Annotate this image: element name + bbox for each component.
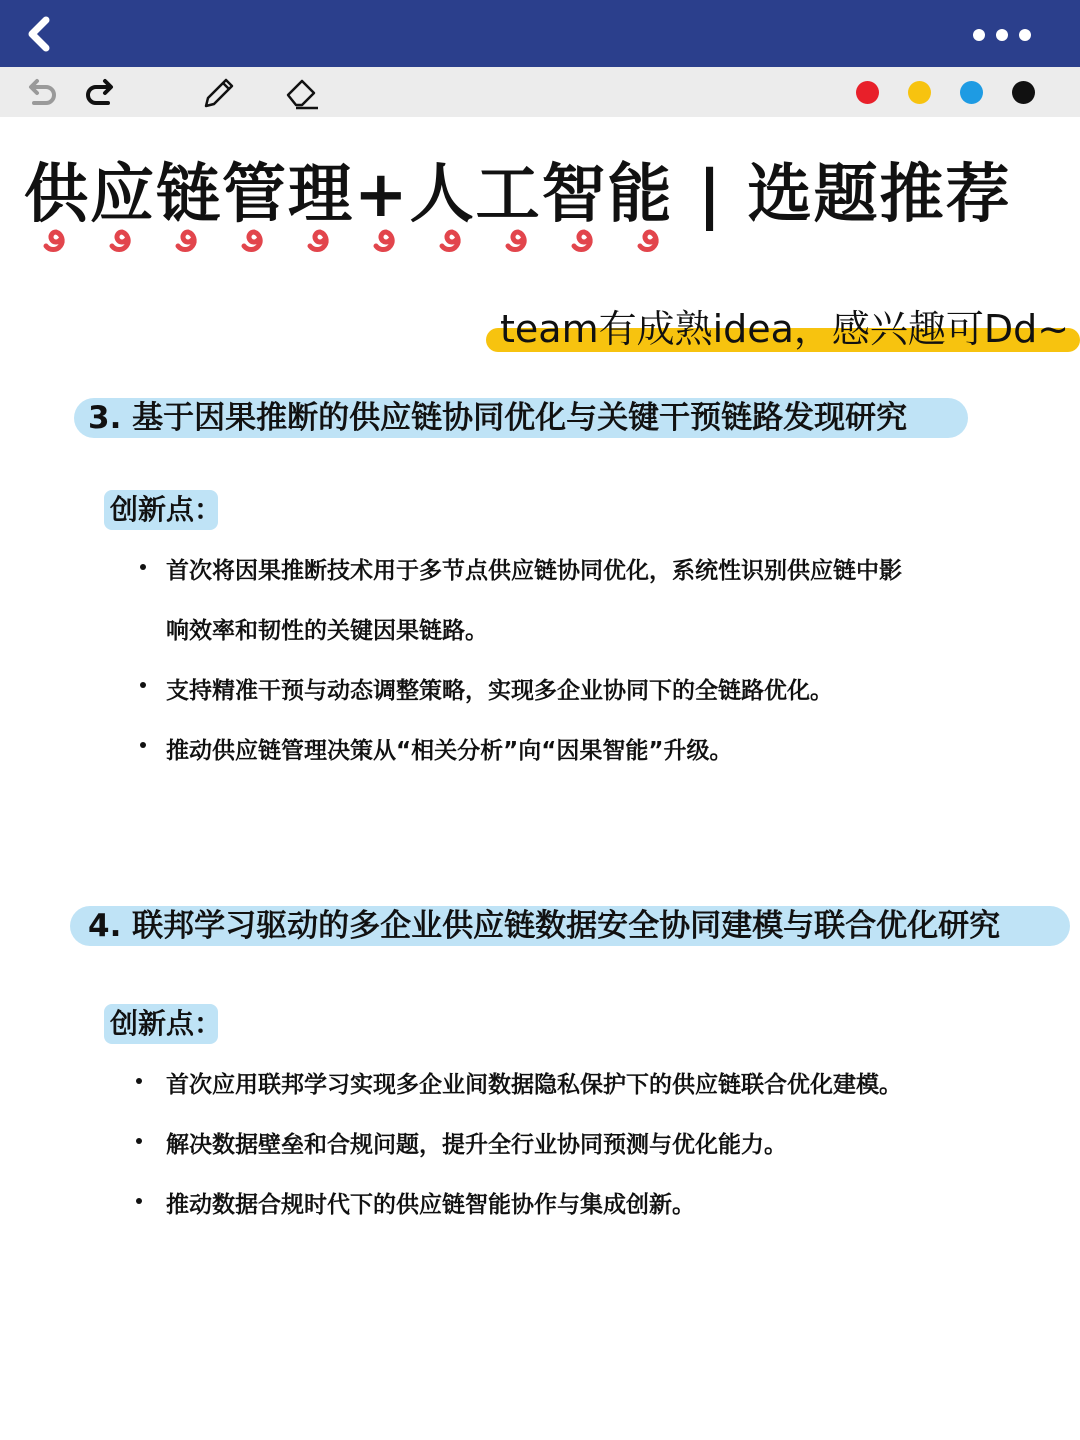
swirl-decoration-icon bbox=[370, 226, 400, 256]
title-decoration bbox=[40, 226, 680, 260]
swirl-decoration-icon bbox=[172, 226, 202, 256]
list-item: 解决数据壁垒和合规问题，提升全行业协同预测与优化能力。 bbox=[166, 1132, 787, 1158]
color-swatch-blue[interactable] bbox=[960, 81, 983, 104]
subtitle: team有成熟idea，感兴趣可Dd~ bbox=[500, 307, 1070, 351]
edit-toolbar bbox=[0, 67, 1080, 117]
list-item: 首次将因果推断技术用于多节点供应链协同优化，系统性识别供应链中影 bbox=[166, 558, 902, 584]
color-swatch-red[interactable] bbox=[856, 81, 879, 104]
color-swatch-yellow[interactable] bbox=[908, 81, 931, 104]
swirl-decoration-icon bbox=[304, 226, 334, 256]
bullet-dot bbox=[140, 564, 146, 570]
list-item: 推动数据合规时代下的供应链智能协作与集成创新。 bbox=[166, 1192, 695, 1218]
innovation-label: 创新点： bbox=[110, 493, 223, 526]
section-title: 3. 基于因果推断的供应链协同优化与关键干预链路发现研究 bbox=[88, 400, 908, 436]
list-item-continuation: 响效率和韧性的关键因果链路。 bbox=[166, 618, 488, 644]
bullet-dot bbox=[136, 1198, 142, 1204]
more-options-icon[interactable] bbox=[970, 24, 1040, 46]
page-title: 供应链管理+人工智能 | 选题推荐 bbox=[24, 158, 1012, 232]
swirl-decoration-icon bbox=[634, 226, 664, 256]
swirl-decoration-icon bbox=[238, 226, 268, 256]
eraser-icon[interactable] bbox=[282, 73, 322, 113]
innovation-label: 创新点： bbox=[110, 1007, 223, 1040]
list-item: 推动供应链管理决策从“相关分析”向“因果智能”升级。 bbox=[166, 738, 733, 764]
list-item: 首次应用联邦学习实现多企业间数据隐私保护下的供应链联合优化建模。 bbox=[166, 1072, 902, 1098]
bullet-dot bbox=[140, 682, 146, 688]
bullet-dot bbox=[136, 1078, 142, 1084]
bullet-dot bbox=[140, 742, 146, 748]
swirl-decoration-icon bbox=[568, 226, 598, 256]
swirl-decoration-icon bbox=[502, 226, 532, 256]
undo-icon[interactable] bbox=[22, 73, 62, 113]
bullet-dot bbox=[136, 1138, 142, 1144]
color-swatch-black[interactable] bbox=[1012, 81, 1035, 104]
redo-icon[interactable] bbox=[80, 73, 120, 113]
list-item: 支持精准干预与动态调整策略，实现多企业协同下的全链路优化。 bbox=[166, 678, 833, 704]
subtitle-block bbox=[486, 300, 1080, 360]
pencil-icon[interactable] bbox=[198, 73, 238, 113]
back-arrow-icon[interactable] bbox=[18, 12, 62, 56]
swirl-decoration-icon bbox=[436, 226, 466, 256]
swirl-decoration-icon bbox=[40, 226, 70, 256]
top-nav-bar bbox=[0, 0, 1080, 67]
section-title: 4. 联邦学习驱动的多企业供应链数据安全协同建模与联合优化研究 bbox=[88, 908, 1001, 944]
swirl-decoration-icon bbox=[106, 226, 136, 256]
